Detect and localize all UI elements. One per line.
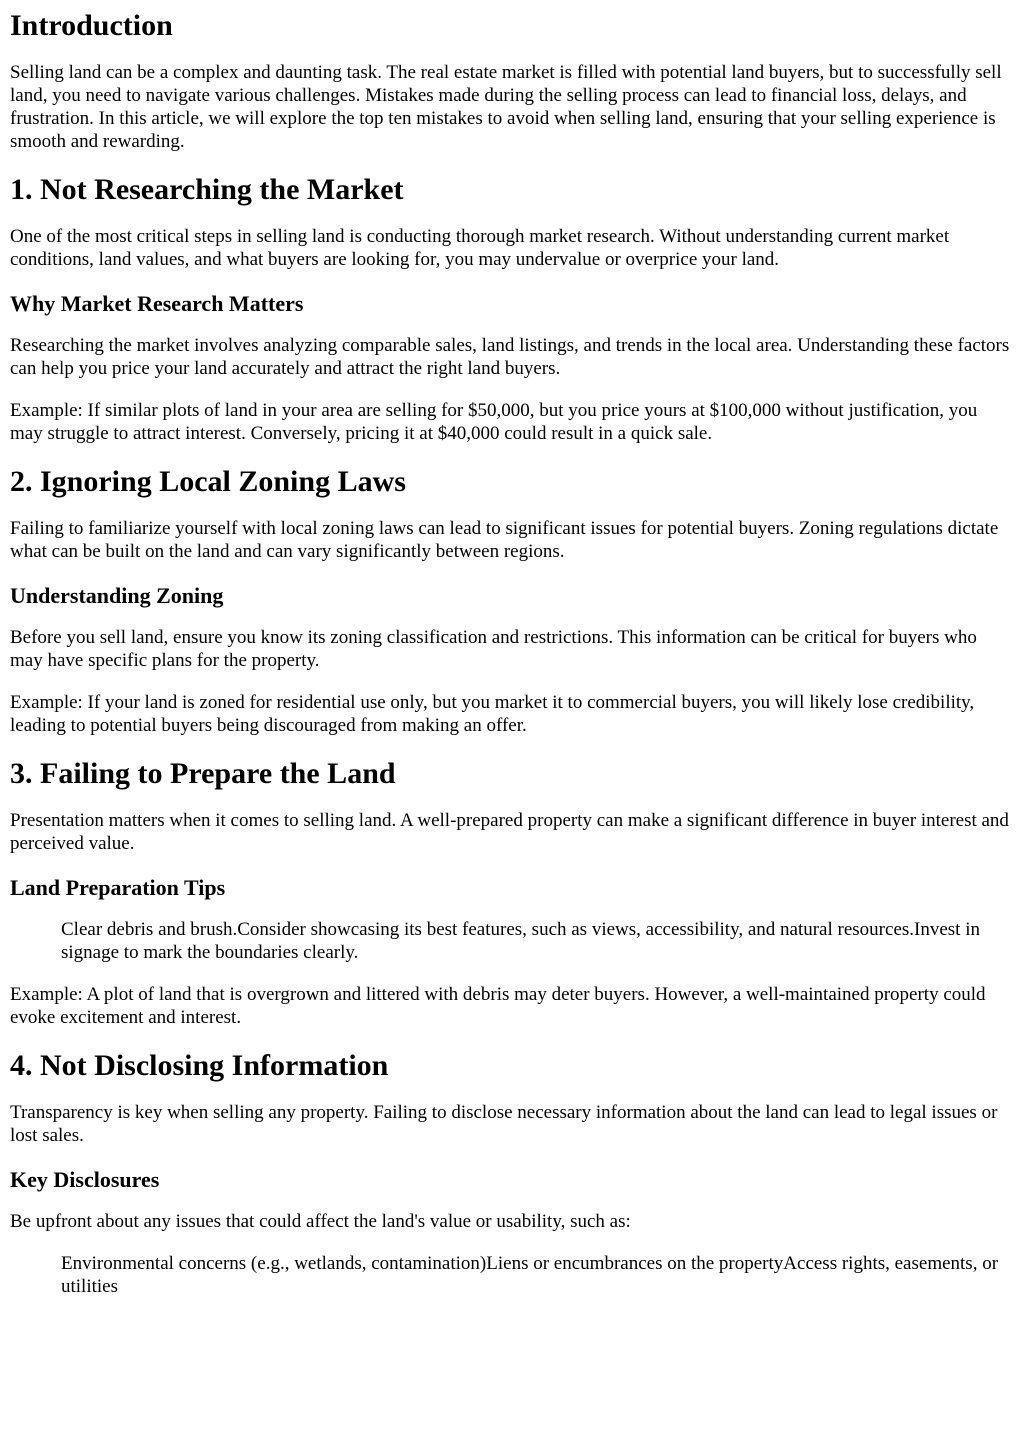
section-4-disclosures-list: Environmental concerns (e.g., wetlands, contamination)Liens or encumbrances on the propertyAccess rights, easements, or utilities (61, 1253, 999, 1297)
section-4-heading: 4. Not Disclosing Information (10, 1049, 389, 1082)
section-1-paragraph: One of the most critical steps in selling land is conducting thorough market research. Without understanding current market conditions, land values, and what buyers are looking for, you may undervalue or overprice your land. (10, 226, 950, 270)
section-1-heading: 1. Not Researching the Market (10, 173, 404, 206)
section-2-heading: 2. Ignoring Local Zoning Laws (10, 465, 406, 498)
section-4-paragraph: Transparency is key when selling any property. Failing to disclose necessary information about the land can lead to legal issues or lost sales. (10, 1102, 998, 1146)
article (0, 8, 1024, 1298)
section-2-example: Example: If your land is zoned for residential use only, but you market it to commercial buyers, you will likely lose credibility, leading to potential buyers being discouraged from making an offer. (10, 692, 975, 736)
section-3-heading: 3. Failing to Prepare the Land (10, 757, 396, 790)
intro-paragraph: Selling land can be a complex and daunting task. The real estate market is filled with potential land buyers, but to successfully sell land, you need to navigate various challenges. Mistakes made during the selling process can lead to financial loss, delays, and frustration. In this article, we will explore the top ten mistakes to avoid when selling land, ensuring that your selling experience is smooth and rewarding. (10, 62, 1002, 152)
section-3-example: Example: A plot of land that is overgrown and littered with debris may deter buyers. However, a well-maintained property could evoke excitement and interest. (10, 984, 986, 1028)
section-2-paragraph: Failing to familiarize yourself with local zoning laws can lead to significant issues for potential buyers. Zoning regulations dictate what can be built on the land and can vary significantly between regions. (10, 518, 999, 562)
intro-heading: Introduction (10, 9, 173, 42)
section-1-example: Example: If similar plots of land in your area are selling for $50,000, but you price yours at $100,000 without justification, you may struggle to attract interest. Conversely, pricing it at $40,000 could result in a quick sale. (10, 400, 978, 444)
section-1-subheading: Why Market Research Matters (10, 291, 304, 316)
section-2-subheading: Understanding Zoning (10, 583, 224, 608)
section-4-sub-paragraph: Be upfront about any issues that could affect the land's value or usability, such as: (10, 1211, 631, 1232)
section-1-sub-paragraph: Researching the market involves analyzing comparable sales, land listings, and trends in the local area. Understanding these factors can help you price your land accurately and attract the right land buyers. (10, 335, 1010, 379)
section-3-paragraph: Presentation matters when it comes to selling land. A well-prepared property can make a significant difference in buyer interest and perceived value. (10, 810, 1009, 854)
section-2-sub-paragraph: Before you sell land, ensure you know its zoning classification and restrictions. This information can be critical for buyers who may have specific plans for the property. (10, 627, 977, 671)
section-3-subheading: Land Preparation Tips (10, 875, 226, 900)
section-3-tips-list: Clear debris and brush.Consider showcasing its best features, such as views, accessibility, and natural resources.Invest in signage to mark the boundaries clearly. (61, 919, 980, 963)
section-4-subheading: Key Disclosures (10, 1167, 160, 1192)
